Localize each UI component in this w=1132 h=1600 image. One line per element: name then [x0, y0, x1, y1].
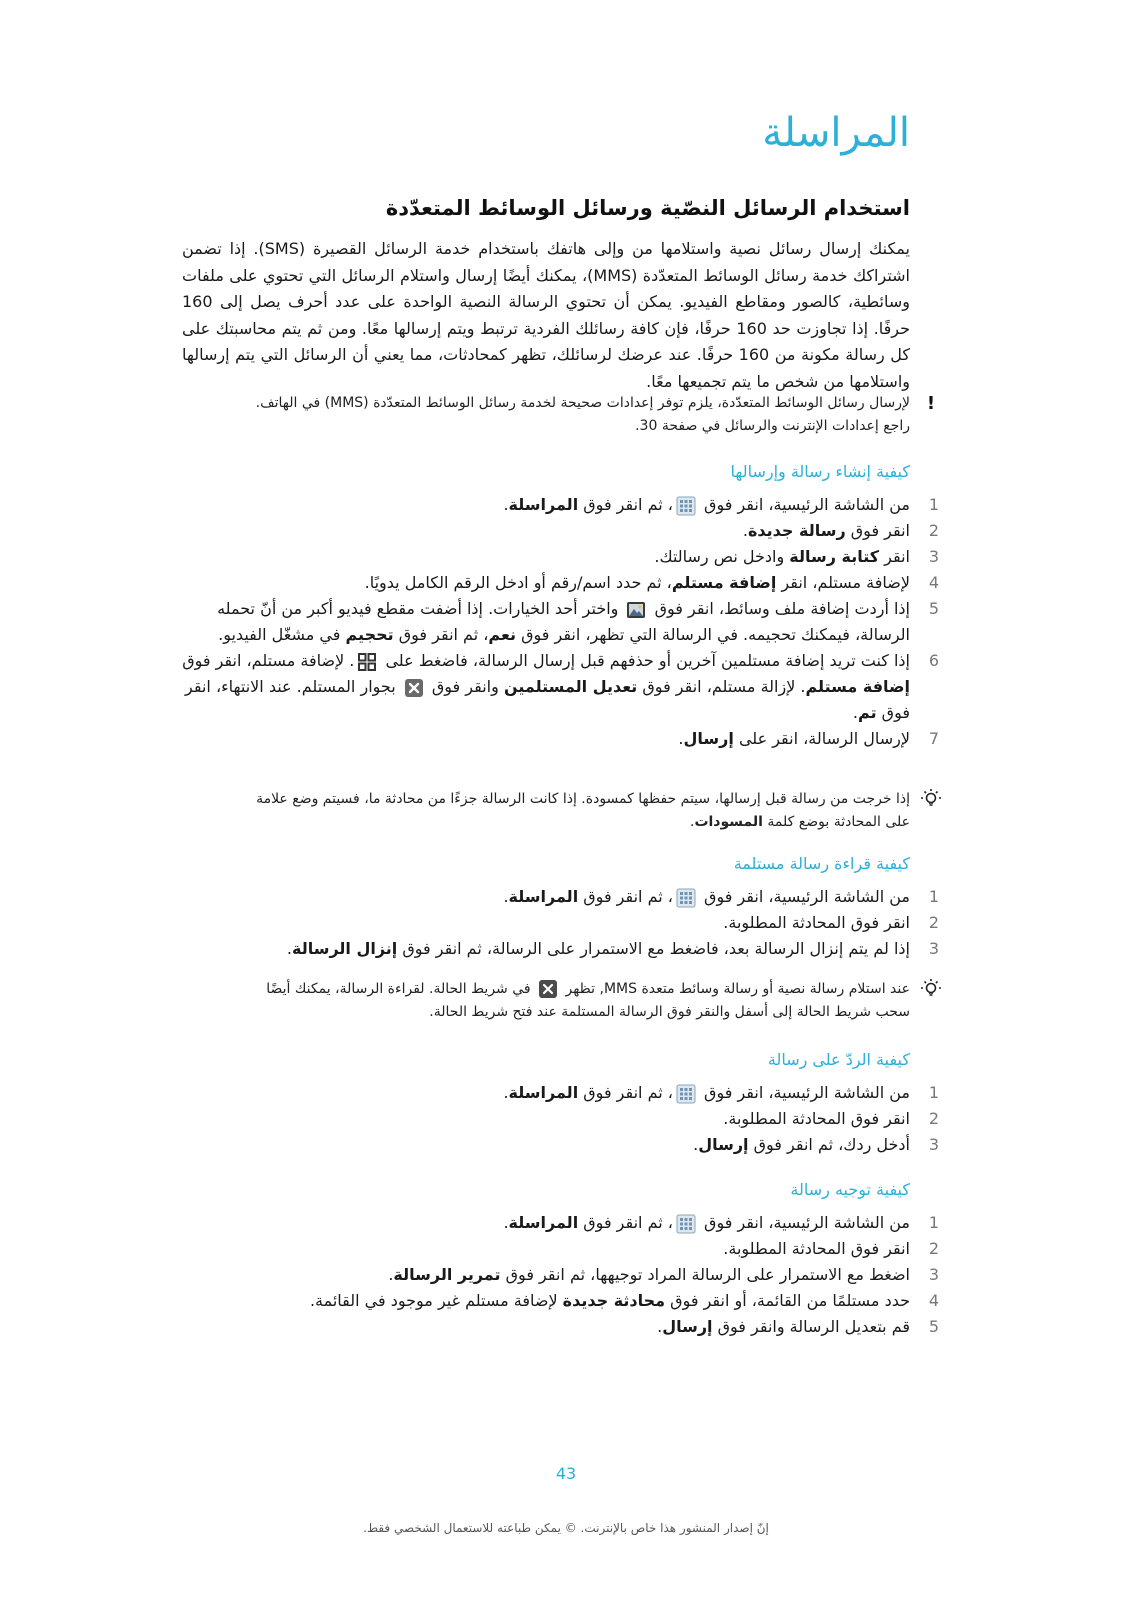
step-text: لإرسال الرسالة، انقر على	[738, 729, 910, 748]
subsection-title-reply: كيفية الردّ على رسالة	[767, 1050, 910, 1069]
ui-term: إضافة مستلم	[671, 573, 777, 592]
step-text: بجوار المستلم. عند الانتهاء، انقر فوق	[185, 677, 910, 722]
tip-drafts	[180, 788, 910, 834]
step-text: ، ثم حدد اسم/رقم أو ادخل الرقم الكامل يدويًا.	[364, 573, 672, 592]
step-text: .	[742, 521, 748, 540]
step-text: .	[503, 1213, 509, 1232]
ui-term: نعم	[488, 625, 516, 644]
step-item	[170, 492, 940, 518]
step-item	[170, 1288, 940, 1314]
tip-status-bar	[180, 978, 910, 1024]
step-item	[170, 936, 940, 962]
ui-term: رسالة جديدة	[747, 521, 846, 540]
step-text: إذا أردت إضافة ملف وسائط، انقر فوق	[654, 599, 910, 618]
step-text: من الشاشة الرئيسية، انقر فوق	[704, 1213, 910, 1232]
ui-term: كتابة رسالة	[789, 547, 880, 566]
step-number: 3	[928, 547, 940, 566]
step-text: .	[388, 1265, 394, 1284]
step-text: ، ثم انقر فوق	[398, 625, 489, 644]
new-message-notification-icon	[538, 979, 558, 999]
step-number: 2	[928, 521, 940, 540]
ui-term: إنزال الرسالة	[291, 939, 398, 958]
step-text: .	[286, 939, 292, 958]
step-text: إذا لم يتم إنزال الرسالة بعد، فاضغط مع الاستمرار على الرسالة، ثم انقر فوق	[402, 939, 910, 958]
app-grid-icon	[676, 888, 696, 908]
step-text: أدخل ردك، ثم انقر فوق	[753, 1135, 910, 1154]
step-text: .	[503, 1083, 509, 1102]
app-grid-icon	[676, 1214, 696, 1234]
exclamation-icon: !	[926, 393, 936, 414]
step-text: ، ثم انقر فوق	[583, 1213, 673, 1232]
step-text: . لإزالة مستلم، انقر فوق	[642, 677, 806, 696]
step-text: وادخل نص رسالتك.	[654, 547, 785, 566]
steps-reply	[170, 1080, 940, 1158]
ui-term: محادثة جديدة	[562, 1291, 666, 1310]
step-text: انقر فوق المحادثة المطلوبة.	[723, 1239, 910, 1258]
step-item	[170, 910, 940, 936]
step-text: ، ثم انقر فوق	[583, 887, 673, 906]
step-text: لإضافة مستلم غير موجود في القائمة.	[309, 1291, 558, 1310]
ui-term: المسودات	[694, 814, 763, 830]
step-item	[170, 596, 940, 648]
step-text: .	[503, 495, 509, 514]
section-title: استخدام الرسائل النصّية ورسائل الوسائط المتعدّدة	[385, 196, 910, 220]
step-item	[170, 726, 940, 752]
steps-read	[170, 884, 940, 962]
subsection-title-create: كيفية إنشاء رسالة وإرسالها	[730, 462, 910, 481]
step-number: 1	[928, 1083, 940, 1102]
step-text: في مشغّل الفيديو.	[218, 625, 341, 644]
step-number: 3	[928, 1135, 940, 1154]
step-text: . لإضافة مستلم، انقر فوق	[182, 651, 355, 670]
ui-term: إرسال	[698, 1135, 749, 1154]
ui-term: إضافة مستلم	[805, 677, 910, 696]
step-text: .	[657, 1317, 663, 1336]
note-line: لإرسال رسائل الوسائط المتعدّدة، يلزم توفر إعدادات صحيحة لخدمة رسائل الوسائط المتعدّدة (MMS) في الهاتف.	[255, 395, 910, 411]
lightbulb-icon	[920, 788, 942, 810]
attachment-media-icon	[626, 600, 646, 620]
step-number: 2	[928, 1239, 940, 1258]
step-text: انقر فوق المحادثة المطلوبة.	[723, 1109, 910, 1128]
step-number: 1	[928, 1213, 940, 1232]
step-number: 5	[928, 599, 940, 618]
intro-paragraph: يمكنك إرسال رسائل نصية واستلامها من وإلى هاتفك باستخدام خدمة الرسائل القصيرة (SMS). إذا تضمن اشتراكك خدمة رسائل الوسائط المتعدّدة (MMS)، يمكنك أيضًا إرسال واستلام الرسائل التي تحتوي على ملفات وسائطية، كالصور ومقاطع الفيديو. يمكن أن تحتوي الرسالة النصية الواحدة على عدد أحرف يصل إلى 160 حرفًا. إذا تجاوزت حد 160 حرفًا، فإن كافة رسائلك الفردية ترتبط ويتم إرسالها معًا. ومن ثم يتم محاسبتك على كل رسالة مكونة من 160 حرفًا. عند عرضك لرسائلك، تظهر كمحادثات، مما يعني أن الرسائل التي يتم إرسالها واستلامها من شخص ما يتم تجميعها معًا.	[182, 239, 910, 391]
ui-term: تم	[858, 703, 877, 722]
ui-term: تعديل المستلمين	[503, 677, 638, 696]
tip-line	[180, 811, 910, 834]
tip-text: عند استلام رسالة نصية أو رسالة وسائط متعدة MMS, تظهر	[565, 981, 910, 997]
step-text: من الشاشة الرئيسية، انقر فوق	[704, 1083, 910, 1102]
subsection-title-forward: كيفية توجيه رسالة	[790, 1180, 910, 1199]
ui-term: المراسلة	[508, 887, 579, 906]
tip-line: إذا خرجت من رسالة قبل إرسالها، سيتم حفظها كمسودة. إذا كانت الرسالة جزءًا من محادثة ما، فسيتم وضع علامة	[256, 791, 910, 807]
step-text: من الشاشة الرئيسية، انقر فوق	[704, 887, 910, 906]
ui-term: تحجيم	[345, 625, 394, 644]
remove-recipient-icon	[404, 678, 424, 698]
subsection-title-read: كيفية قراءة رسالة مستلمة	[733, 854, 910, 873]
app-grid-icon	[676, 1084, 696, 1104]
footer-note: إنّ إصدار المنشور هذا خاص بالإنترنت. © يمكن طباعته للاستعمال الشخصي فقط.	[363, 1521, 769, 1535]
steps-create	[170, 492, 940, 752]
step-text: حدد مستلمًا من القائمة، أو انقر فوق	[670, 1291, 910, 1310]
step-text: من الشاشة الرئيسية، انقر فوق	[704, 495, 910, 514]
step-item	[170, 570, 940, 596]
tip-line: سحب شريط الحالة إلى أسفل والنقر فوق الرسالة المستلمة عند فتح شريط الحالة.	[429, 1004, 910, 1020]
step-text: اضغط مع الاستمرار على الرسالة المراد توجيهها، ثم انقر فوق	[505, 1265, 910, 1284]
ui-term: إرسال	[683, 729, 734, 748]
step-number: 3	[928, 1265, 940, 1284]
step-text: انقر فوق	[850, 521, 910, 540]
step-text: .	[852, 703, 859, 722]
recipients-grid-icon	[357, 652, 377, 672]
ui-term: المراسلة	[508, 1213, 579, 1232]
steps-forward	[170, 1210, 940, 1340]
tip-line	[180, 978, 910, 1001]
step-item	[170, 884, 940, 910]
step-number: 2	[928, 913, 940, 932]
step-text: انقر فوق المحادثة المطلوبة.	[723, 913, 910, 932]
step-number: 6	[928, 651, 940, 670]
step-text: واختر أحد الخيارات. إذا أضفت مقطع فيديو أكبر من أنّ تحمله الرسالة، فيمكنك تحجيمه. في الرسالة التي تظهر، انقر فوق	[217, 599, 910, 644]
step-number: 1	[928, 495, 940, 514]
step-text: .	[678, 729, 684, 748]
step-item	[170, 1132, 940, 1158]
page-number: 43	[555, 1464, 577, 1483]
step-number: 4	[928, 573, 940, 592]
note-line: راجع إعدادات الإنترنت والرسائل في صفحة 30.	[635, 418, 910, 434]
step-number: 2	[928, 1109, 940, 1128]
step-text: ، ثم انقر فوق	[583, 1083, 673, 1102]
ui-term: تمرير الرسالة	[393, 1265, 501, 1284]
tip-text: .	[689, 814, 695, 830]
tip-text: في شريط الحالة. لقراءة الرسالة، يمكنك أيضًا	[266, 981, 531, 997]
step-text: وانقر فوق	[431, 677, 499, 696]
lightbulb-icon	[920, 978, 942, 1000]
ui-term: المراسلة	[508, 1083, 579, 1102]
step-item	[170, 544, 940, 570]
step-item	[170, 1080, 940, 1106]
note-mms-settings	[180, 392, 936, 438]
ui-term: المراسلة	[508, 495, 579, 514]
step-item	[170, 1106, 940, 1132]
step-text: لإضافة مستلم، انقر	[781, 573, 910, 592]
step-item	[170, 1262, 940, 1288]
step-text: .	[503, 887, 509, 906]
step-item	[170, 518, 940, 544]
step-number: 5	[928, 1317, 940, 1336]
app-grid-icon	[676, 496, 696, 516]
step-number: 7	[928, 729, 940, 748]
chapter-title: المراسلة	[762, 110, 910, 156]
step-item	[170, 648, 940, 726]
step-number: 1	[928, 887, 940, 906]
step-text: قم بتعديل الرسالة وانقر فوق	[717, 1317, 910, 1336]
tip-text: على المحادثة بوضع كلمة	[767, 814, 910, 830]
step-item	[170, 1236, 940, 1262]
step-item	[170, 1314, 940, 1340]
step-text: .	[693, 1135, 699, 1154]
step-number: 3	[928, 939, 940, 958]
step-text: إذا كنت تريد إضافة مستلمين آخرين أو حذفهم قبل إرسال الرسالة، فاضغط على	[385, 651, 910, 670]
step-item	[170, 1210, 940, 1236]
ui-term: إرسال	[662, 1317, 713, 1336]
step-text: ، ثم انقر فوق	[583, 495, 673, 514]
step-number: 4	[928, 1291, 940, 1310]
step-text: انقر	[884, 547, 910, 566]
